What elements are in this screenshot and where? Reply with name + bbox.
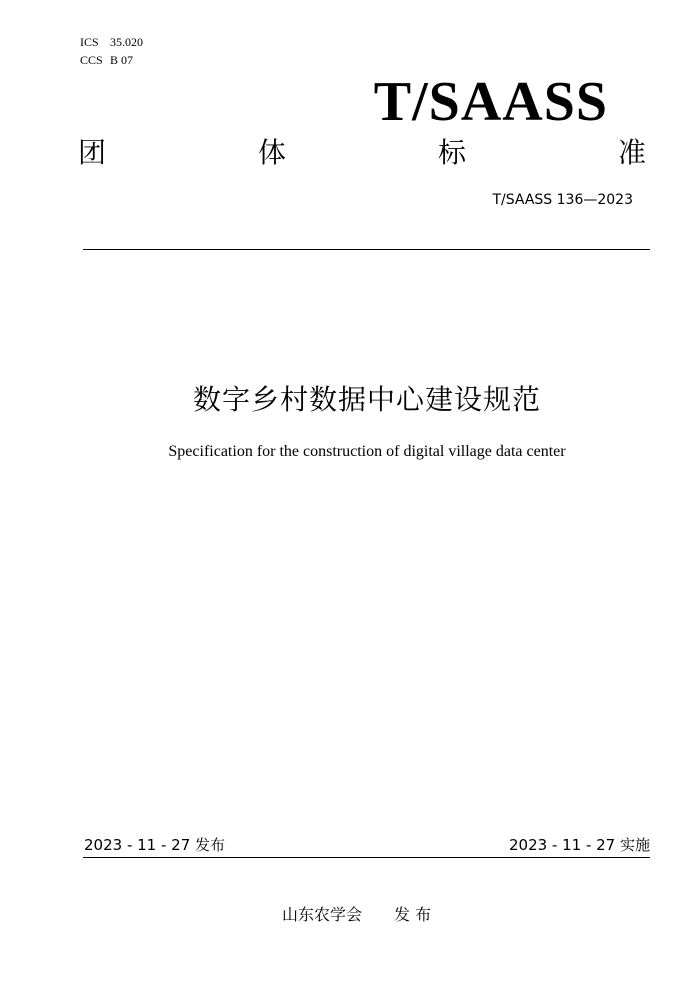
standard-brand-logo: T/SAASS xyxy=(373,71,608,133)
issuer-line xyxy=(282,904,431,926)
standard-type-char: 标 xyxy=(437,136,466,169)
ccs-label: CCS xyxy=(80,53,103,67)
standard-number: T/SAASS 136—2023 xyxy=(492,192,633,208)
top-divider xyxy=(83,249,650,250)
standard-type-heading xyxy=(78,136,646,170)
standard-type-char: 团 xyxy=(78,136,107,169)
publish-date: 2023 - 11 - 27 发布 xyxy=(84,836,226,854)
issuer-action: 发 布 xyxy=(394,905,432,924)
standard-type-char: 准 xyxy=(617,136,646,169)
bottom-divider xyxy=(83,857,650,858)
standard-type-char: 体 xyxy=(257,136,286,169)
ics-code xyxy=(80,34,143,50)
ics-label: ICS xyxy=(80,35,99,49)
ccs-value: B 07 xyxy=(110,53,134,67)
ics-value: 35.020 xyxy=(110,35,143,49)
implement-date: 2023 - 11 - 27 实施 xyxy=(508,836,650,854)
document-title-english: Specification for the construction of digital village data center xyxy=(168,443,566,460)
issuer-org: 山东农学会 xyxy=(282,905,363,924)
ccs-code xyxy=(80,52,133,68)
document-title-chinese: 数字乡村数据中心建设规范 xyxy=(192,383,541,416)
